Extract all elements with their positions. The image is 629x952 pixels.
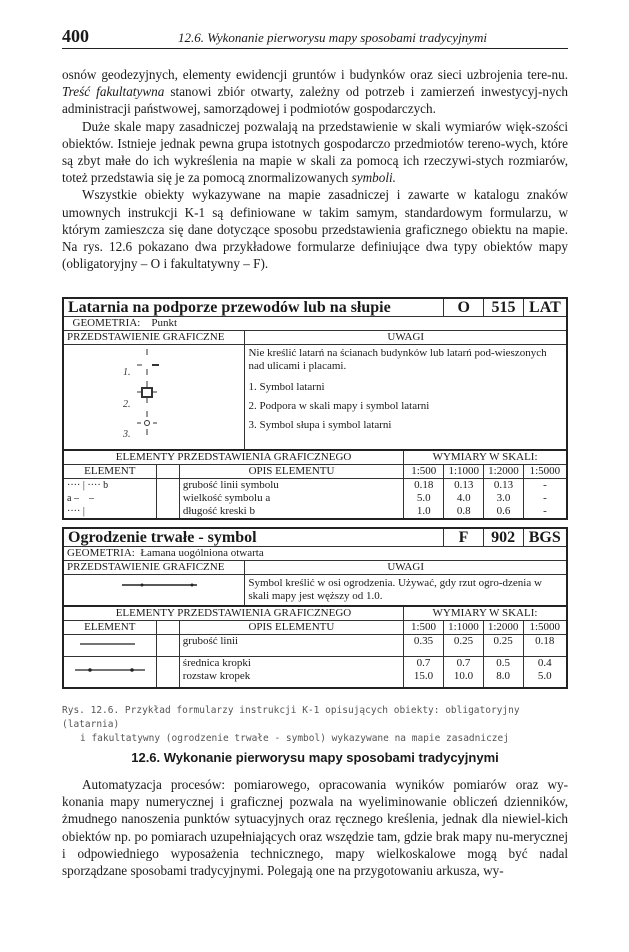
element-diagram: ···· | ···· b a – – ···· | [63,479,156,520]
graphic-cell [63,345,245,451]
value: 0.35 [403,635,443,657]
value: 0.7 10.0 [444,657,484,689]
svg-text:2.: 2. [123,399,131,410]
section-heading: 12.6. Wykonanie pierworysu mapy sposobami tradycyjnymi [131,750,499,765]
notes-label: UWAGI [245,331,567,345]
line-element-icon [63,635,156,657]
elements-label: ELEMENTY PRZEDSTAWIENIA GRAFICZNEGO [63,606,403,621]
note-item: 2. Podpora w skali mapy i symbol latarni [248,400,430,412]
form-code: 515 [484,298,524,317]
graphic-cell [63,575,245,607]
values-1-500: 0.18 5.0 1.0 [404,479,444,520]
dotted-line-element-icon [63,657,156,689]
intro-text [62,66,568,272]
caption-line: Rys. 12.6. Przykład formularzy instrukcji K-1 opisujących obiekty: obligatoryjny (latarnia) [62,705,520,730]
value: 0.5 8.0 [483,657,523,689]
scale-header: 1:5000 [523,621,567,635]
value: 0.25 [444,635,484,657]
col-element: ELEMENT [63,621,156,635]
form-abbr: BGS [523,528,567,547]
desc-cell: grubość linii [179,635,403,657]
dims-label: WYMIARY W SKALI: [403,606,567,621]
geometry-row: GEOMETRIA: Punkt [63,317,567,331]
paragraph: Wszystkie obiekty wykazywane na mapie zasadniczej i zawarte w katalogu znaków umownych instrukcji K-1 są definiowane w takim samym, standardowym formularzu, w którym zamieszcza się dane dotyczące sposobu przedstawienia graficznego obiektu na mapie. Na rys. 12.6 pokazano dwa przykładowe formularze definiujące dwa typy obiektów mapy (obligatoryjny – O i fakultatywny – F). [62,187,568,272]
scale-header: 1:1000 [444,465,484,479]
scale-header: 1:5000 [523,465,567,479]
notes-label: UWAGI [245,561,567,575]
scale-header: 1:500 [404,465,444,479]
values-1-5000: - - - [523,479,567,520]
geometry-row: GEOMETRIA: Łamana uogólniona otwarta [63,547,567,561]
paragraph: osnów geodezyjnych, elementy ewidencji gruntów i budynków oraz sieci uzbrojenia tere-nu. Treść fakultatywna stanowi zbiór otwarty, zależny od potrzeb i zamierzeń inwestycyj-nych administracji państwowej, samorządowej i podmiotów gospodarczych. [62,67,568,117]
notes-text: Nie kreślić latarń na ścianach budynków lub latarń pod-wieszonych nad ulicami i placami. [248,347,547,372]
form-code: 902 [483,528,523,547]
col-desc: OPIS ELEMENTU [179,465,403,479]
scale-header: 1:1000 [444,621,484,635]
paragraph: Automatyzacja procesów: pomiarowego, opracowania wyników pomiarów oraz wy-konania mapy numerycznej i graficznej pozwala na wyeliminowanie obliczeń dzienników, żmudnego nanoszenia punktów sytuacyjnych oraz ręcznego kreślenia, jednak dla niewiel-kich obiektów np. po pomiarach uzupełniających oraz wszędzie tam, gdzie brak mapy nu-merycznej i odpowiedniego wyposażenia technicznego, mapy wielkoskalowe mogą być nadal sporządzane sposobami tradycyjnymi. Polegają one na przygotowaniu arkusza, wy- [62,777,568,879]
caption-line: i fakultatywny (ogrodzenie trwałe - symbol) wykazywane na mapie zasadniczej [80,733,509,744]
form-type: F [444,528,484,547]
running-header [62,26,568,49]
elements-label: ELEMENTY PRZEDSTAWIENIA GRAFICZNEGO [63,450,404,465]
form-ogrodzenie [62,527,568,689]
note-item: 1. Symbol latarni [248,381,325,393]
form-title: Latarnia na podporze przewodów lub na słupie [63,298,444,317]
form-latarnia [62,297,568,520]
note-item: 3. Symbol słupa i symbol latarni [248,419,392,431]
graphic-label: PRZEDSTAWIENIE GRAFICZNE [63,561,245,575]
form-title: Ogrodzenie trwałe - symbol [63,528,444,547]
values-1-2000: 0.13 3.0 0.6 [484,479,524,520]
value: 0.4 5.0 [523,657,567,689]
section-text [62,776,568,879]
desc-cell: grubość linii symbolu wielkość symbolu a długość kreski b [179,479,403,520]
figure-caption [62,704,582,746]
notes-text: Symbol kreślić w osi ogrodzenia. Używać, gdy rzut ogro-dzenia w skali mapy jest węższy od 1.0. [245,575,567,607]
svg-text:3.: 3. [123,429,131,440]
form-abbr: LAT [523,298,567,317]
form-type: O [444,298,484,317]
page-number: 400 [62,26,89,46]
desc-cell: średnica kropki rozstaw kropek [179,657,403,689]
svg-text:1.: 1. [123,367,131,378]
col-desc: OPIS ELEMENTU [179,621,403,635]
graphic-label: PRZEDSTAWIENIE GRAFICZNE [63,331,245,345]
value: 0.7 15.0 [403,657,443,689]
notes-cell [245,345,567,451]
fence-symbol-icon [67,575,227,601]
scale-header: 1:500 [403,621,443,635]
value: 0.18 [523,635,567,657]
paragraph: Duże skale mapy zasadniczej pozwalają na przedstawienie w skali wymiarów więk-szości obiektów. Istnieje jednak pewna grupa istotnych gospodarczo przedmiotów tereno-wych, które są zbyt małe do ich wykreślenia na mapie w skali za pomocą ich rzeczywi-stych rozmiarów, toteż przedstawia się je za pomocą znormalizowanych symboli. [62,118,568,186]
scale-header: 1:2000 [483,621,523,635]
value: 0.25 [483,635,523,657]
dims-label: WYMIARY W SKALI: [404,450,567,465]
running-title: 12.6. Wykonanie pierworysu mapy sposobami tradycyjnymi [178,30,487,45]
lamp-symbols-icon [67,345,227,445]
scale-header: 1:2000 [484,465,524,479]
values-1-1000: 0.13 4.0 0.8 [444,479,484,520]
col-element: ELEMENT [63,465,156,479]
